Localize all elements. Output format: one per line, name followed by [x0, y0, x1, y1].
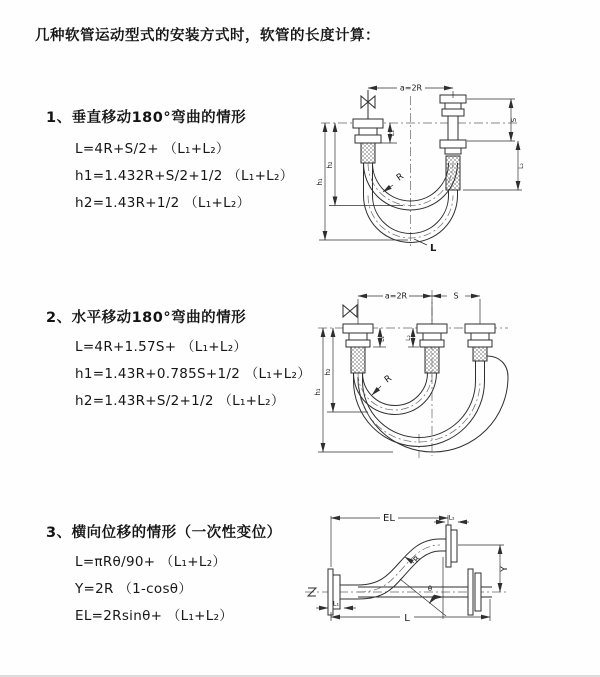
dim-label-h2: h₂	[326, 161, 334, 169]
dim-label-el: EL	[383, 513, 395, 524]
dim-label-r: R	[411, 554, 423, 565]
dim-label-l: L	[430, 243, 437, 254]
page-title: 几种软管运动型式的安装方式时，软管的长度计算：	[35, 28, 380, 44]
section3-formula-EL: EL=2Rsinθ+ （L₁+L₂）	[75, 608, 234, 624]
hose-drawing	[353, 90, 466, 242]
section2-formula-h2: h2=1.43R+S/2+1/2 （L₁+L₂）	[75, 393, 285, 409]
section3-formula-Y: Y=2R （1-cosθ）	[75, 581, 193, 597]
section1-formula-L: L=4R+S/2+ （L₁+L₂）	[75, 141, 230, 157]
dim-label-s: S	[510, 117, 518, 123]
section3-heading: 3、横向位移的情形（一次性变位）	[46, 525, 282, 541]
dim-label-l1: L₁	[379, 336, 386, 342]
dim-label-h1: h₁	[314, 388, 322, 396]
section1-formula-h1: h1=1.432R+S/2+1/2 （L₁+L₂）	[75, 168, 294, 184]
centerlines	[318, 290, 508, 458]
dim-label-l: L	[404, 613, 410, 624]
diagram-vertical-bend	[313, 78, 558, 258]
dim-label-l2: L₂	[448, 513, 455, 522]
dim-label-l2: L₂	[518, 163, 525, 169]
section3-formula-L: L=πRθ/90+ （L₁+L₂）	[75, 554, 227, 570]
section2-formula-h1: h1=1.43R+0.785S+1/2 （L₁+L₂）	[75, 366, 312, 382]
dim-label-s: S	[453, 291, 459, 301]
section2-formula-L: L=4R+1.57S+ （L₁+L₂）	[75, 339, 248, 355]
dim-label-h2: h₂	[324, 368, 332, 376]
diagram-horizontal-bend	[313, 286, 598, 464]
dim-label-h1: h₁	[316, 178, 324, 186]
dimension-lines	[318, 296, 480, 452]
dim-label-l1: L₁	[388, 129, 396, 137]
dim-label-l2: L₂	[405, 335, 412, 341]
section1-heading: 1、垂直移动180°弯曲的情形	[46, 110, 247, 126]
dim-label-a2r: a=2R	[399, 83, 423, 93]
hose-drawing	[343, 305, 508, 452]
dim-label-l1: L₁	[332, 599, 340, 608]
dim-label-theta: θ	[427, 585, 433, 593]
section2-heading: 2、水平移动180°弯曲的情形	[46, 310, 247, 326]
valve-icon	[343, 305, 357, 317]
dim-label-y: Y	[500, 566, 510, 572]
dim-label-a2r: a=2R	[384, 291, 408, 301]
dimension-lines	[319, 88, 522, 245]
diagram-lateral-displacement	[300, 505, 515, 650]
section1-formula-h2: h2=1.43R+1/2 （L₁+L₂）	[75, 195, 251, 211]
dim-label-r: R	[382, 373, 394, 386]
centerlines	[321, 96, 518, 248]
construction-lines	[400, 557, 446, 619]
dim-label-r: R	[394, 171, 406, 184]
